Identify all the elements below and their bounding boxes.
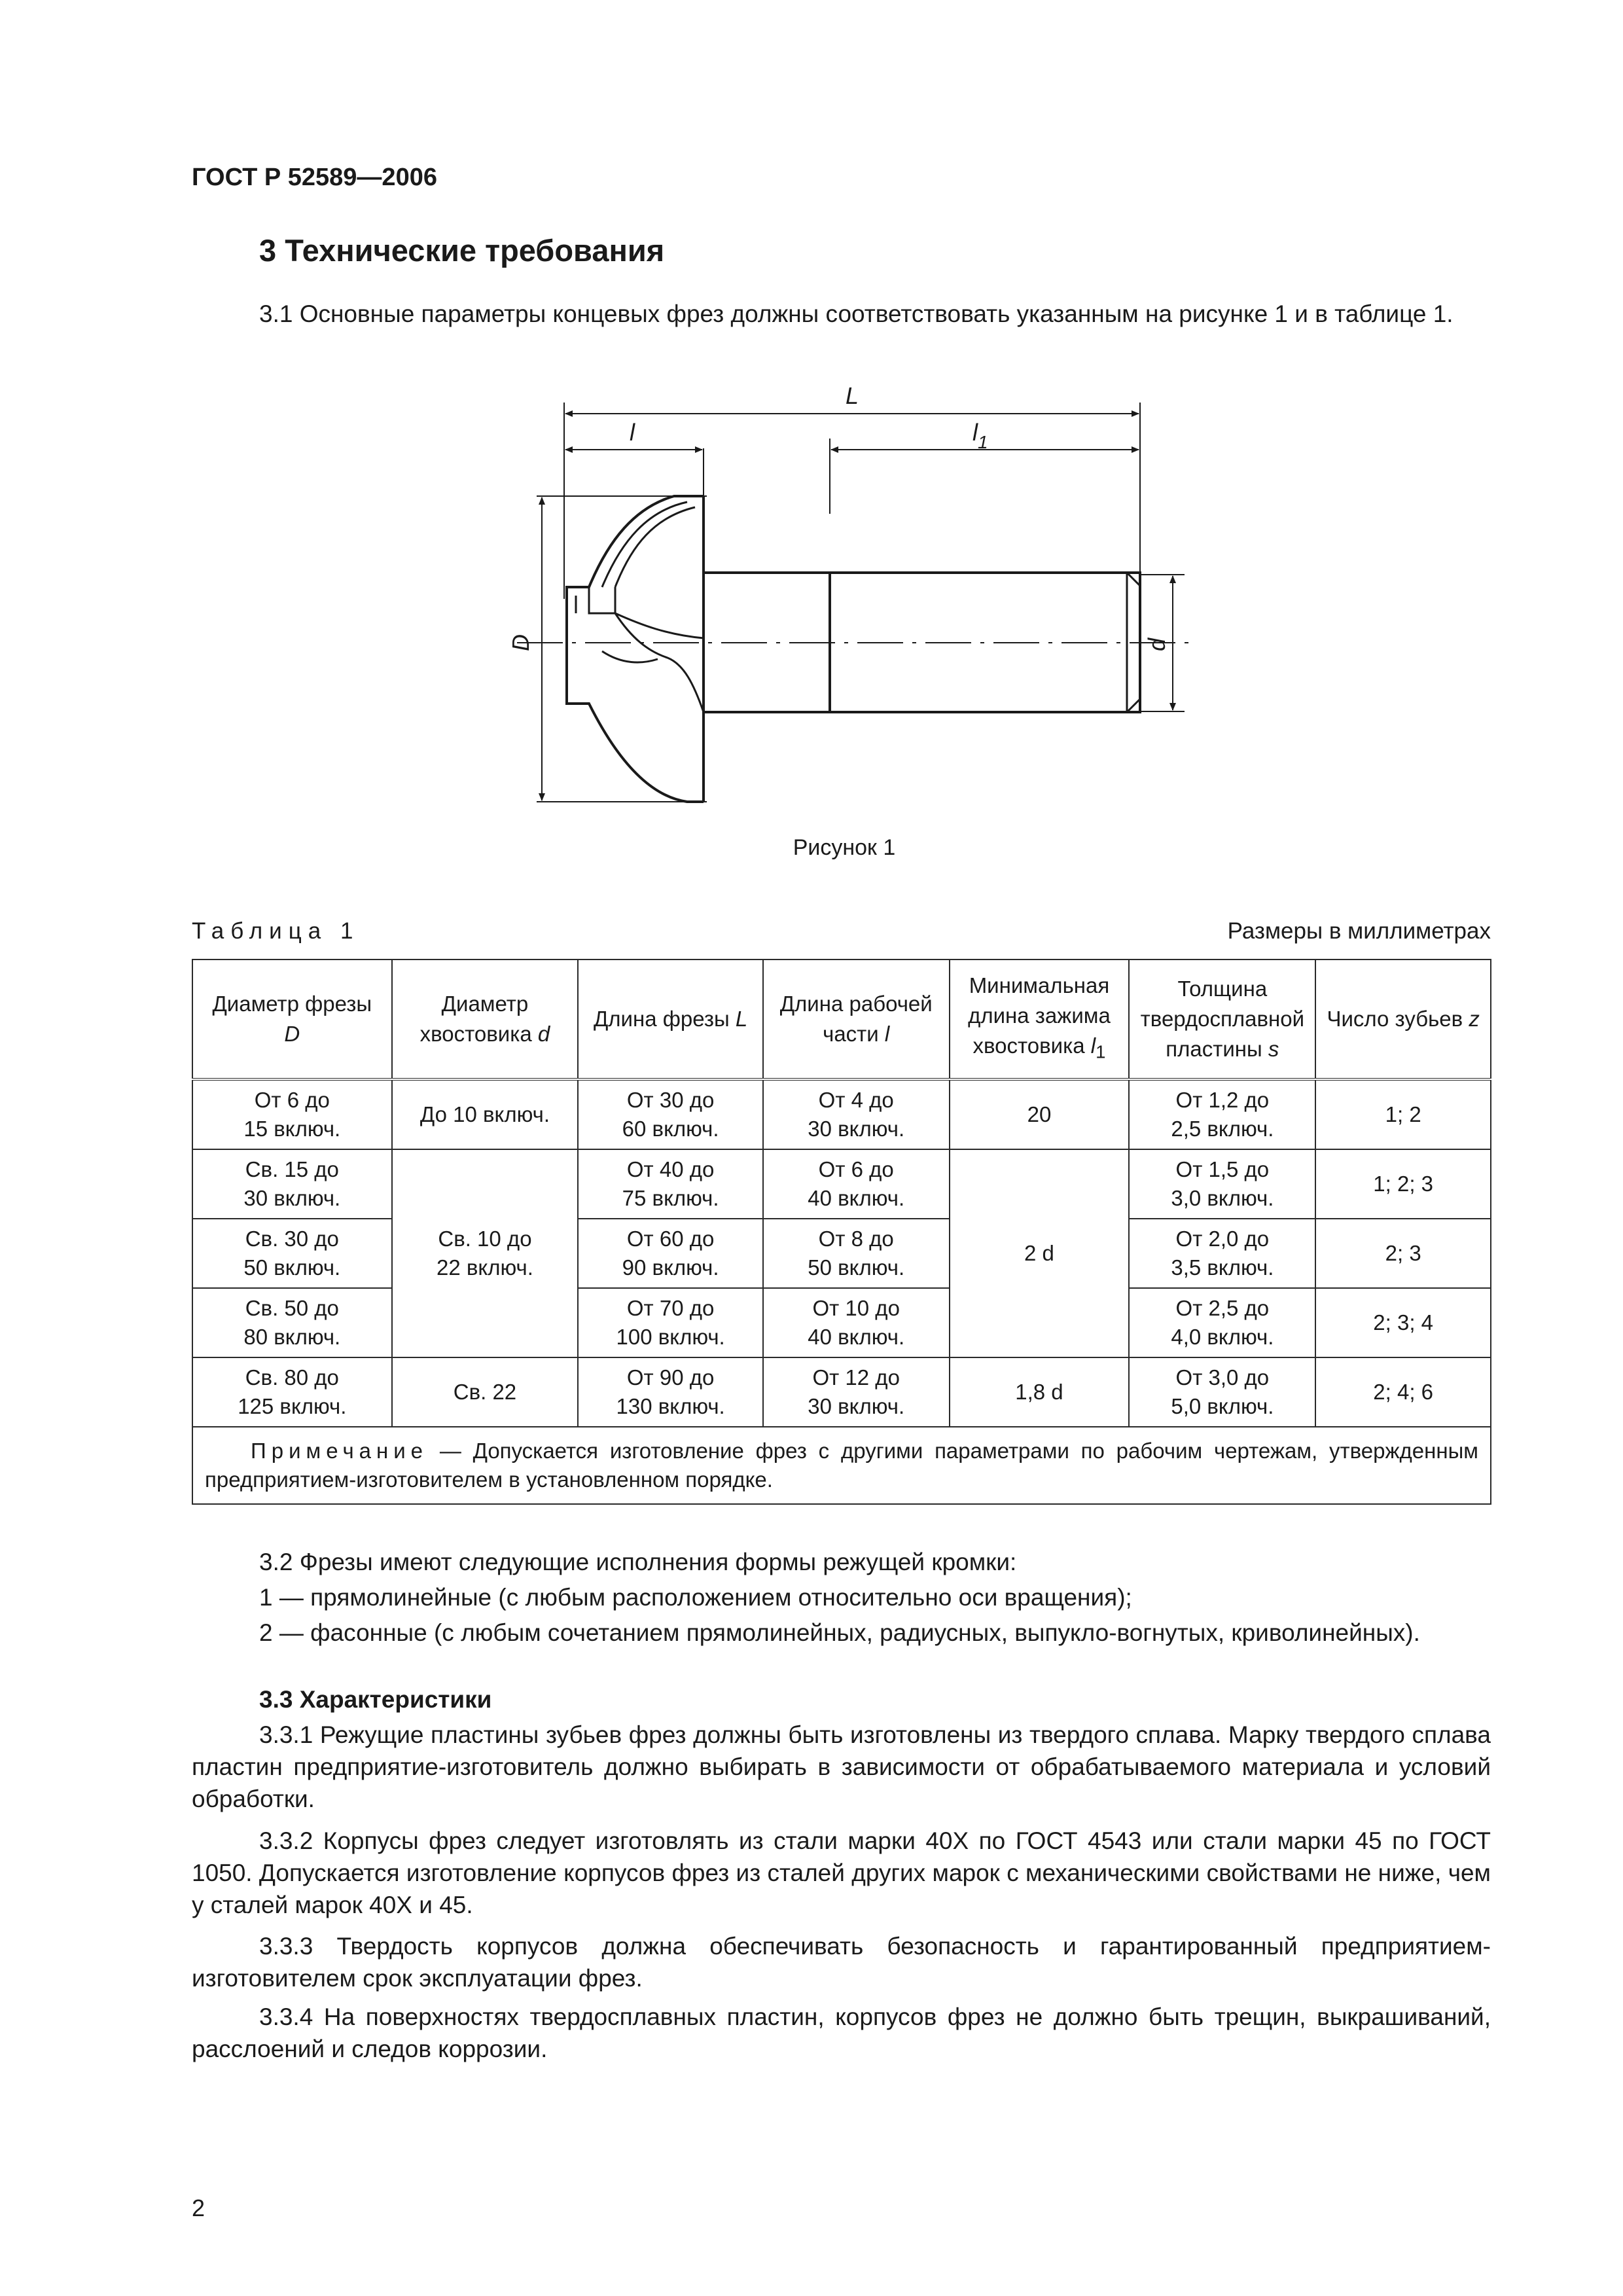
section-title: 3 Технические требования: [259, 233, 665, 268]
header-s: Толщина твердосплавной пластины s: [1129, 960, 1315, 1079]
table-note-row: [192, 1427, 1491, 1504]
table-row: [192, 1288, 1491, 1357]
table-units: Размеры в миллиметрах: [1227, 918, 1491, 944]
table-row: [192, 1357, 1491, 1427]
paragraph-3-2-intro: 3.2 Фрезы имеют следующие исполнения формы режущей кромки:: [259, 1549, 1017, 1575]
dim-label-d: d: [1143, 637, 1170, 651]
cell-l: От 8 до 50 включ.: [763, 1219, 950, 1288]
table-row: [192, 1079, 1491, 1149]
header-D: Диаметр фрезы D: [192, 960, 392, 1079]
cell-L: От 70 до 100 включ.: [578, 1288, 763, 1357]
paragraph-3-2-item-2: 2 — фасонные (с любым сочетанием прямолинейных, радиусных, выпукло-вогнутых, криволинейных).: [259, 1619, 1420, 1646]
cell-s: От 1,2 до 2,5 включ.: [1129, 1079, 1315, 1149]
table-row: [192, 1219, 1491, 1288]
header-z: Число зубьев z: [1315, 960, 1491, 1079]
cell-L: От 40 до 75 включ.: [578, 1149, 763, 1219]
cell-D: Св. 50 до 80 включ.: [192, 1288, 392, 1357]
cell-l1: 2 d: [950, 1149, 1130, 1357]
dim-label-l1-main: l: [972, 419, 978, 446]
cell-l1: 20: [950, 1079, 1130, 1149]
standard-id: ГОСТ Р 52589—2006: [192, 164, 437, 191]
dim-label-l1: [972, 419, 988, 452]
header-l: Длина рабочей части l: [763, 960, 950, 1079]
cell-D: Св. 30 до 50 включ.: [192, 1219, 392, 1288]
header-l1: Минимальная длина зажима хвостовика $l_1$: [950, 960, 1130, 1079]
cell-L: От 60 до 90 включ.: [578, 1219, 763, 1288]
note-label: Примечание: [251, 1439, 429, 1463]
cell-s: От 3,0 до 5,0 включ.: [1129, 1357, 1315, 1427]
cell-z: 2; 4; 6: [1315, 1357, 1491, 1427]
header-L: Длина фрезы L: [578, 960, 763, 1079]
cell-l1: 1,8 d: [950, 1357, 1130, 1427]
dim-label-D: D: [507, 634, 534, 651]
note-text: — Допускается изготовление фрез с другими параметрами по рабочим чертежам, утвержденным предприятием-изготовителем в установленном порядке.: [205, 1439, 1478, 1492]
parameters-table: [192, 959, 1491, 1505]
cell-d: До 10 включ.: [392, 1079, 579, 1149]
paragraph-3-1-text: 3.1 Основные параметры концевых фрез должны соответствовать указанным на рисунке 1 и в таблице 1.: [259, 300, 1454, 327]
cell-z: 2; 3: [1315, 1219, 1491, 1288]
paragraph-3-2-item-1: 1 — прямолинейные (с любым расположением относительно оси вращения);: [259, 1584, 1132, 1611]
paragraph-3-3-3: 3.3.3 Твердость корпусов должна обеспечивать безопасность и гарантированный предприятием-изготовителем срок эксплуатации фрез.: [192, 1933, 1491, 1992]
cell-s: От 2,5 до 4,0 включ.: [1129, 1288, 1315, 1357]
dim-label-l1-sub: 1: [978, 432, 988, 452]
cell-z: 2; 3; 4: [1315, 1288, 1491, 1357]
paragraph-3-3-1: 3.3.1 Режущие пластины зубьев фрез должны быть изготовлены из твердого сплава. Марку твердого сплава пластин предприятие-изготовитель должно выбирать в зависимости от обрабатываемого материала и условий обработки.: [192, 1721, 1491, 1812]
page-number: 2: [192, 2195, 205, 2221]
paragraph-3-1: [192, 298, 1491, 330]
end-mill-drawing: [507, 376, 1204, 821]
dim-label-L: L: [846, 382, 859, 409]
cell-L: От 90 до 130 включ.: [578, 1357, 763, 1427]
cell-L: От 30 до 60 включ.: [578, 1079, 763, 1149]
dim-label-l: l: [630, 419, 635, 446]
cell-z: 1; 2; 3: [1315, 1149, 1491, 1219]
cell-z: 1; 2: [1315, 1079, 1491, 1149]
cell-s: От 2,0 до 3,5 включ.: [1129, 1219, 1315, 1288]
header-d: Диаметр хвостовика d: [392, 960, 579, 1079]
table-label: Таблица 1: [192, 918, 360, 944]
cell-d: Св. 10 до 22 включ.: [392, 1149, 579, 1357]
cell-l: От 12 до 30 включ.: [763, 1357, 950, 1427]
figure-1: [507, 376, 1204, 821]
cell-D: От 6 до 15 включ.: [192, 1079, 392, 1149]
cell-s: От 1,5 до 3,0 включ.: [1129, 1149, 1315, 1219]
table-row: [192, 1149, 1491, 1219]
figure-caption: Рисунок 1: [793, 835, 896, 860]
heading-3-3: 3.3 Характеристики: [259, 1686, 492, 1713]
table-header-row: [192, 960, 1491, 1079]
paragraph-3-3-4: 3.3.4 На поверхностях твердосплавных пластин, корпусов фрез не должно быть трещин, выкрашиваний, расслоений и следов коррозии.: [192, 2003, 1491, 2062]
cell-l: От 4 до 30 включ.: [763, 1079, 950, 1149]
cell-l: От 10 до 40 включ.: [763, 1288, 950, 1357]
paragraph-3-3-2: 3.3.2 Корпусы фрез следует изготовлять из стали марки 40Х по ГОСТ 4543 или стали марки 45 по ГОСТ 1050. Допускается изготовление корпусов фрез из сталей других марок с механическими свойствами не ниже, чем у сталей марок 40Х и 45.: [192, 1827, 1491, 1918]
cell-d: Св. 22: [392, 1357, 579, 1427]
cell-l: От 6 до 40 включ.: [763, 1149, 950, 1219]
cell-D: Св. 15 до 30 включ.: [192, 1149, 392, 1219]
cell-D: Св. 80 до 125 включ.: [192, 1357, 392, 1427]
table-note: [192, 1427, 1491, 1504]
